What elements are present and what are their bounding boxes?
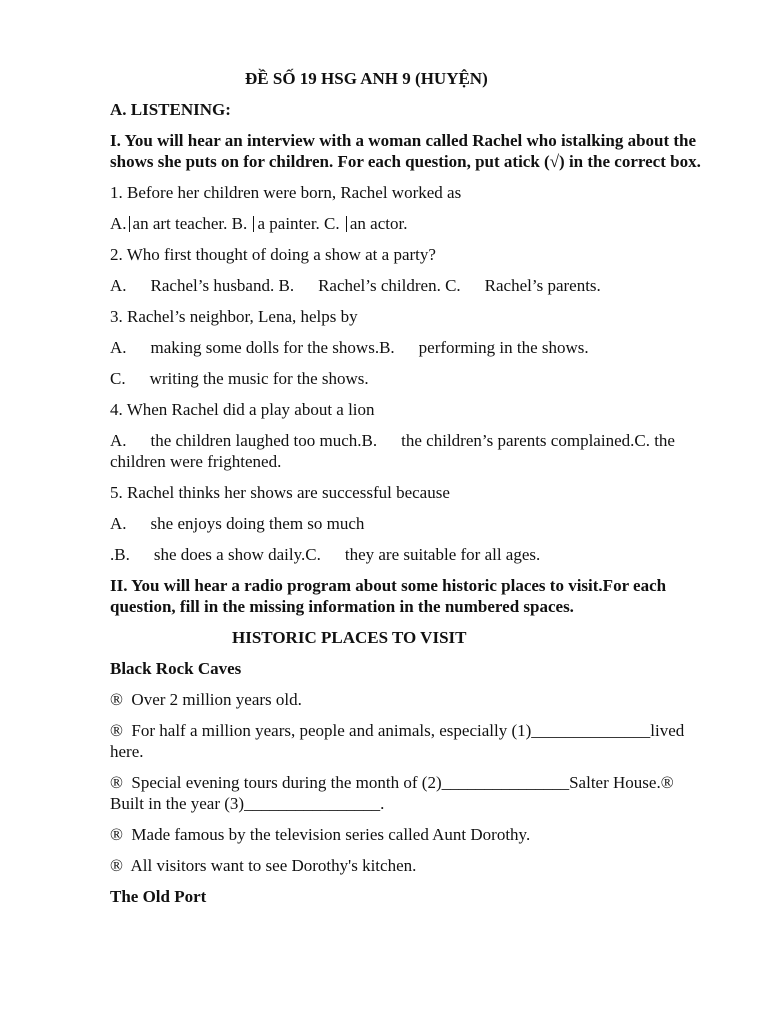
option-label: A. (110, 431, 127, 450)
registered-bullet-icon: ® (110, 721, 123, 740)
option-text: the children laughed too much.B. (150, 431, 378, 450)
option-label: A. (110, 276, 127, 295)
place-heading-old-port: The Old Port (110, 887, 207, 906)
question-1-options (110, 213, 710, 234)
bullet-item (110, 772, 710, 814)
option-text: they are suitable for all ages. (344, 545, 541, 564)
question-2-options (110, 275, 710, 296)
bullet-text: For half a million years, people and animals, especially (1)______________lived here. (110, 721, 685, 761)
answer-box[interactable] (253, 216, 254, 232)
registered-bullet-icon: ® (110, 825, 123, 844)
question-5-options-bc (110, 544, 710, 565)
answer-box[interactable] (346, 216, 347, 232)
registered-bullet-icon: ® (110, 856, 123, 875)
bullet-item (110, 855, 710, 876)
part2-instruction: II. You will hear a radio program about some historic places to visit.For each question, fill in the missing information in the numbered spaces. (110, 576, 667, 616)
question-3-option-c (110, 368, 710, 389)
option-text: the children were frightened. (110, 431, 675, 471)
option-label: A. (110, 214, 127, 233)
option-label: C. (110, 369, 126, 388)
bullet-text: All visitors want to see Dorothy's kitchen. (130, 856, 417, 875)
bullet-item (110, 689, 710, 710)
question-3: 3. Rachel’s neighbor, Lena, helps by (110, 307, 358, 326)
registered-bullet-icon: ® (110, 773, 123, 792)
bullet-item (110, 824, 710, 845)
option-text: a painter. C. (257, 214, 340, 233)
question-5-option-a (110, 513, 710, 534)
document-title: ĐỀ SỐ 19 HSG ANH 9 (HUYỆN) (245, 69, 488, 88)
document-page (110, 68, 710, 917)
option-text: writing the music for the shows. (149, 369, 369, 388)
part1-instruction: I. You will hear an interview with a woman called Rachel who istalking about the shows she puts on for children. For each question, put atick (√) in the correct box. (110, 131, 701, 171)
question-1: 1. Before her children were born, Rachel worked as (110, 183, 462, 202)
option-text: performing in the shows. (418, 338, 589, 357)
answer-box[interactable] (129, 216, 130, 232)
section-heading-historic-places: HISTORIC PLACES TO VISIT (232, 628, 467, 647)
option-text: Rachel’s husband. B. (150, 276, 295, 295)
option-text: the children’s parents complained.C. (401, 431, 650, 450)
question-3-options-ab (110, 337, 710, 358)
bullet-item (110, 720, 710, 762)
question-5: 5. Rachel thinks her shows are successful because (110, 483, 450, 502)
option-label: .B. (110, 545, 130, 564)
option-text: she does a show daily.C. (153, 545, 321, 564)
registered-bullet-icon: ® (110, 690, 123, 709)
option-label: A. (110, 514, 127, 533)
bullet-text: Special evening tours during the month of (2)_______________Salter House.® Built in the year (3)________________. (110, 773, 674, 813)
question-4: 4. When Rachel did a play about a lion (110, 400, 375, 419)
question-2: 2. Who first thought of doing a show at a party? (110, 245, 436, 264)
option-text: making some dolls for the shows.B. (150, 338, 395, 357)
question-4-options (110, 430, 710, 472)
option-text: Rachel’s children. C. (318, 276, 461, 295)
option-text: Rachel’s parents. (484, 276, 601, 295)
section-heading-listening: A. LISTENING: (110, 100, 231, 119)
bullet-text: Over 2 million years old. (131, 690, 302, 709)
option-text: an actor. (349, 214, 408, 233)
option-text: she enjoys doing them so much (150, 514, 365, 533)
option-text: an art teacher. B. (132, 214, 248, 233)
bullet-text: Made famous by the television series called Aunt Dorothy. (131, 825, 531, 844)
option-label: A. (110, 338, 127, 357)
place-heading-black-rock-caves: Black Rock Caves (110, 659, 242, 678)
